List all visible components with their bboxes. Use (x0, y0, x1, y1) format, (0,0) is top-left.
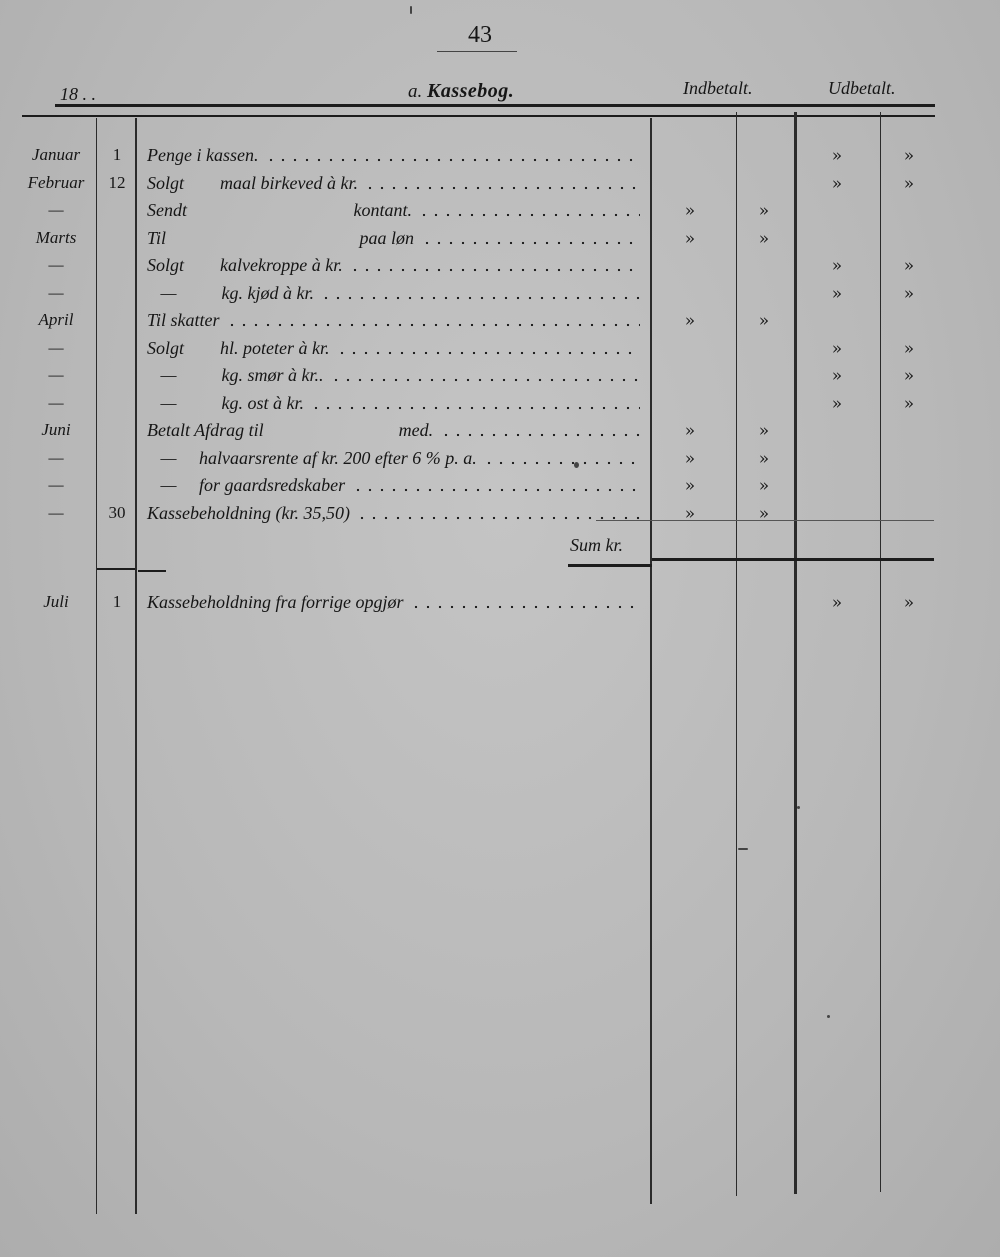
udbetalt-kroner: » (831, 593, 843, 613)
sum-rule-amounts (652, 558, 934, 561)
dot-leader (483, 461, 640, 465)
row-month: Januar (31, 145, 81, 164)
row-day: 1 (112, 145, 122, 164)
indbetalt-kroner: » (684, 201, 696, 221)
indbetalt-kroner: » (684, 476, 696, 496)
page-number-rule (437, 51, 517, 52)
indbetalt-ore: » (758, 504, 770, 524)
udbetalt-kroner: » (831, 339, 843, 359)
row-description: Solgt kalvekroppe à kr. (147, 255, 343, 275)
udbetalt-ore: » (903, 394, 915, 414)
column-header-indbetalt: Indbetalt. (683, 78, 753, 98)
sum-rule-day (97, 568, 135, 570)
row-description: Penge i kassen. (147, 145, 259, 165)
row-month: Juli (43, 592, 69, 611)
row-month: — (48, 338, 64, 357)
row-day: 1 (112, 592, 122, 611)
row-description: — kg. kjød à kr. (147, 283, 314, 303)
row-description: Betalt Afdrag til med. (147, 420, 434, 440)
dot-leader (320, 296, 640, 300)
row-month: Marts (35, 228, 77, 247)
row-month: Februar (27, 173, 85, 192)
row-description: Solgt maal birkeved à kr. (147, 173, 358, 193)
dot-leader (410, 605, 640, 609)
dot-leader (418, 213, 640, 217)
udbetalt-ore: » (903, 284, 915, 304)
row-month: — (48, 503, 64, 522)
dot-leader (364, 186, 640, 190)
ink-speck (797, 806, 800, 809)
udbetalt-ore: » (903, 593, 915, 613)
udbetalt-ore: » (903, 256, 915, 276)
row-description: — halvaarsrente af kr. 200 efter 6 % p. a. (147, 448, 477, 468)
row-description: Til paa løn (147, 228, 415, 248)
sum-rule-label (568, 564, 652, 567)
indbetalt-kroner: » (684, 449, 696, 469)
indbetalt-ore: » (758, 229, 770, 249)
rule-udbetalt-ore (880, 112, 881, 1192)
udbetalt-kroner: » (831, 256, 843, 276)
row-description: Sendt kontant. (147, 200, 412, 220)
row-month: — (48, 283, 64, 302)
row-description: — for gaardsredskaber (147, 475, 346, 495)
ink-speck (410, 6, 412, 14)
indbetalt-ore: » (758, 311, 770, 331)
dot-leader (349, 268, 640, 272)
indbetalt-kroner: » (684, 229, 696, 249)
rule-day-text (135, 118, 137, 1214)
dot-leader (265, 158, 640, 162)
udbetalt-kroner: » (831, 284, 843, 304)
udbetalt-kroner: » (831, 174, 843, 194)
dot-leader (330, 378, 640, 382)
header-rule-bottom (22, 115, 935, 117)
sum-rule-text (138, 570, 166, 572)
udbetalt-ore: » (903, 174, 915, 194)
page-number: 43 (468, 22, 492, 48)
row-month: April (38, 310, 74, 329)
ink-speck (738, 848, 748, 850)
row-description: — kg. smør à kr.. (147, 365, 324, 385)
row-description: Solgt hl. poteter à kr. (147, 338, 330, 358)
row-month: — (48, 475, 64, 494)
dot-leader (352, 488, 640, 492)
indbetalt-kroner: » (684, 421, 696, 441)
udbetalt-kroner: » (831, 146, 843, 166)
row-month: — (48, 393, 64, 412)
indbetalt-ore: » (758, 449, 770, 469)
year-prefix: 18 . . (60, 84, 96, 104)
ledger-title (408, 80, 514, 103)
udbetalt-ore: » (903, 339, 915, 359)
ink-speck (827, 1015, 830, 1018)
dot-leader (226, 323, 640, 327)
dot-leader (440, 433, 640, 437)
udbetalt-ore: » (903, 146, 915, 166)
title-prefix: a. (408, 81, 423, 102)
row-day: 12 (108, 173, 126, 192)
row-description: Kassebeholdning (kr. 35,50) (147, 503, 350, 523)
row-description: Til skatter (147, 310, 220, 330)
column-header-udbetalt: Udbetalt. (828, 78, 896, 98)
indbetalt-ore: » (758, 201, 770, 221)
header-rule-top (55, 104, 935, 107)
indbetalt-kroner: » (684, 504, 696, 524)
rule-indbetalt-left (650, 118, 652, 1204)
sum-label: Sum kr. (570, 535, 623, 555)
row-month: — (48, 365, 64, 384)
udbetalt-ore: » (903, 366, 915, 386)
row-description: Kassebeholdning fra forrige opgjør (147, 592, 404, 612)
dot-leader (336, 351, 640, 355)
indbetalt-ore: » (758, 476, 770, 496)
row-month: Juni (41, 420, 71, 439)
rule-indbetalt-ore (736, 112, 737, 1196)
dot-leader (356, 516, 640, 520)
row-day: 30 (108, 503, 126, 522)
row-month: — (48, 448, 64, 467)
rule-udbetalt-left (794, 112, 797, 1194)
row-month: — (48, 255, 64, 274)
ink-speck (574, 462, 579, 468)
row-description: — kg. ost à kr. (147, 393, 304, 413)
udbetalt-kroner: » (831, 366, 843, 386)
dot-leader (310, 406, 640, 410)
title-text: Kassebog. (427, 80, 515, 102)
row-month: — (48, 200, 64, 219)
indbetalt-kroner: » (684, 311, 696, 331)
udbetalt-kroner: » (831, 394, 843, 414)
dot-leader (421, 241, 640, 245)
indbetalt-ore: » (758, 421, 770, 441)
